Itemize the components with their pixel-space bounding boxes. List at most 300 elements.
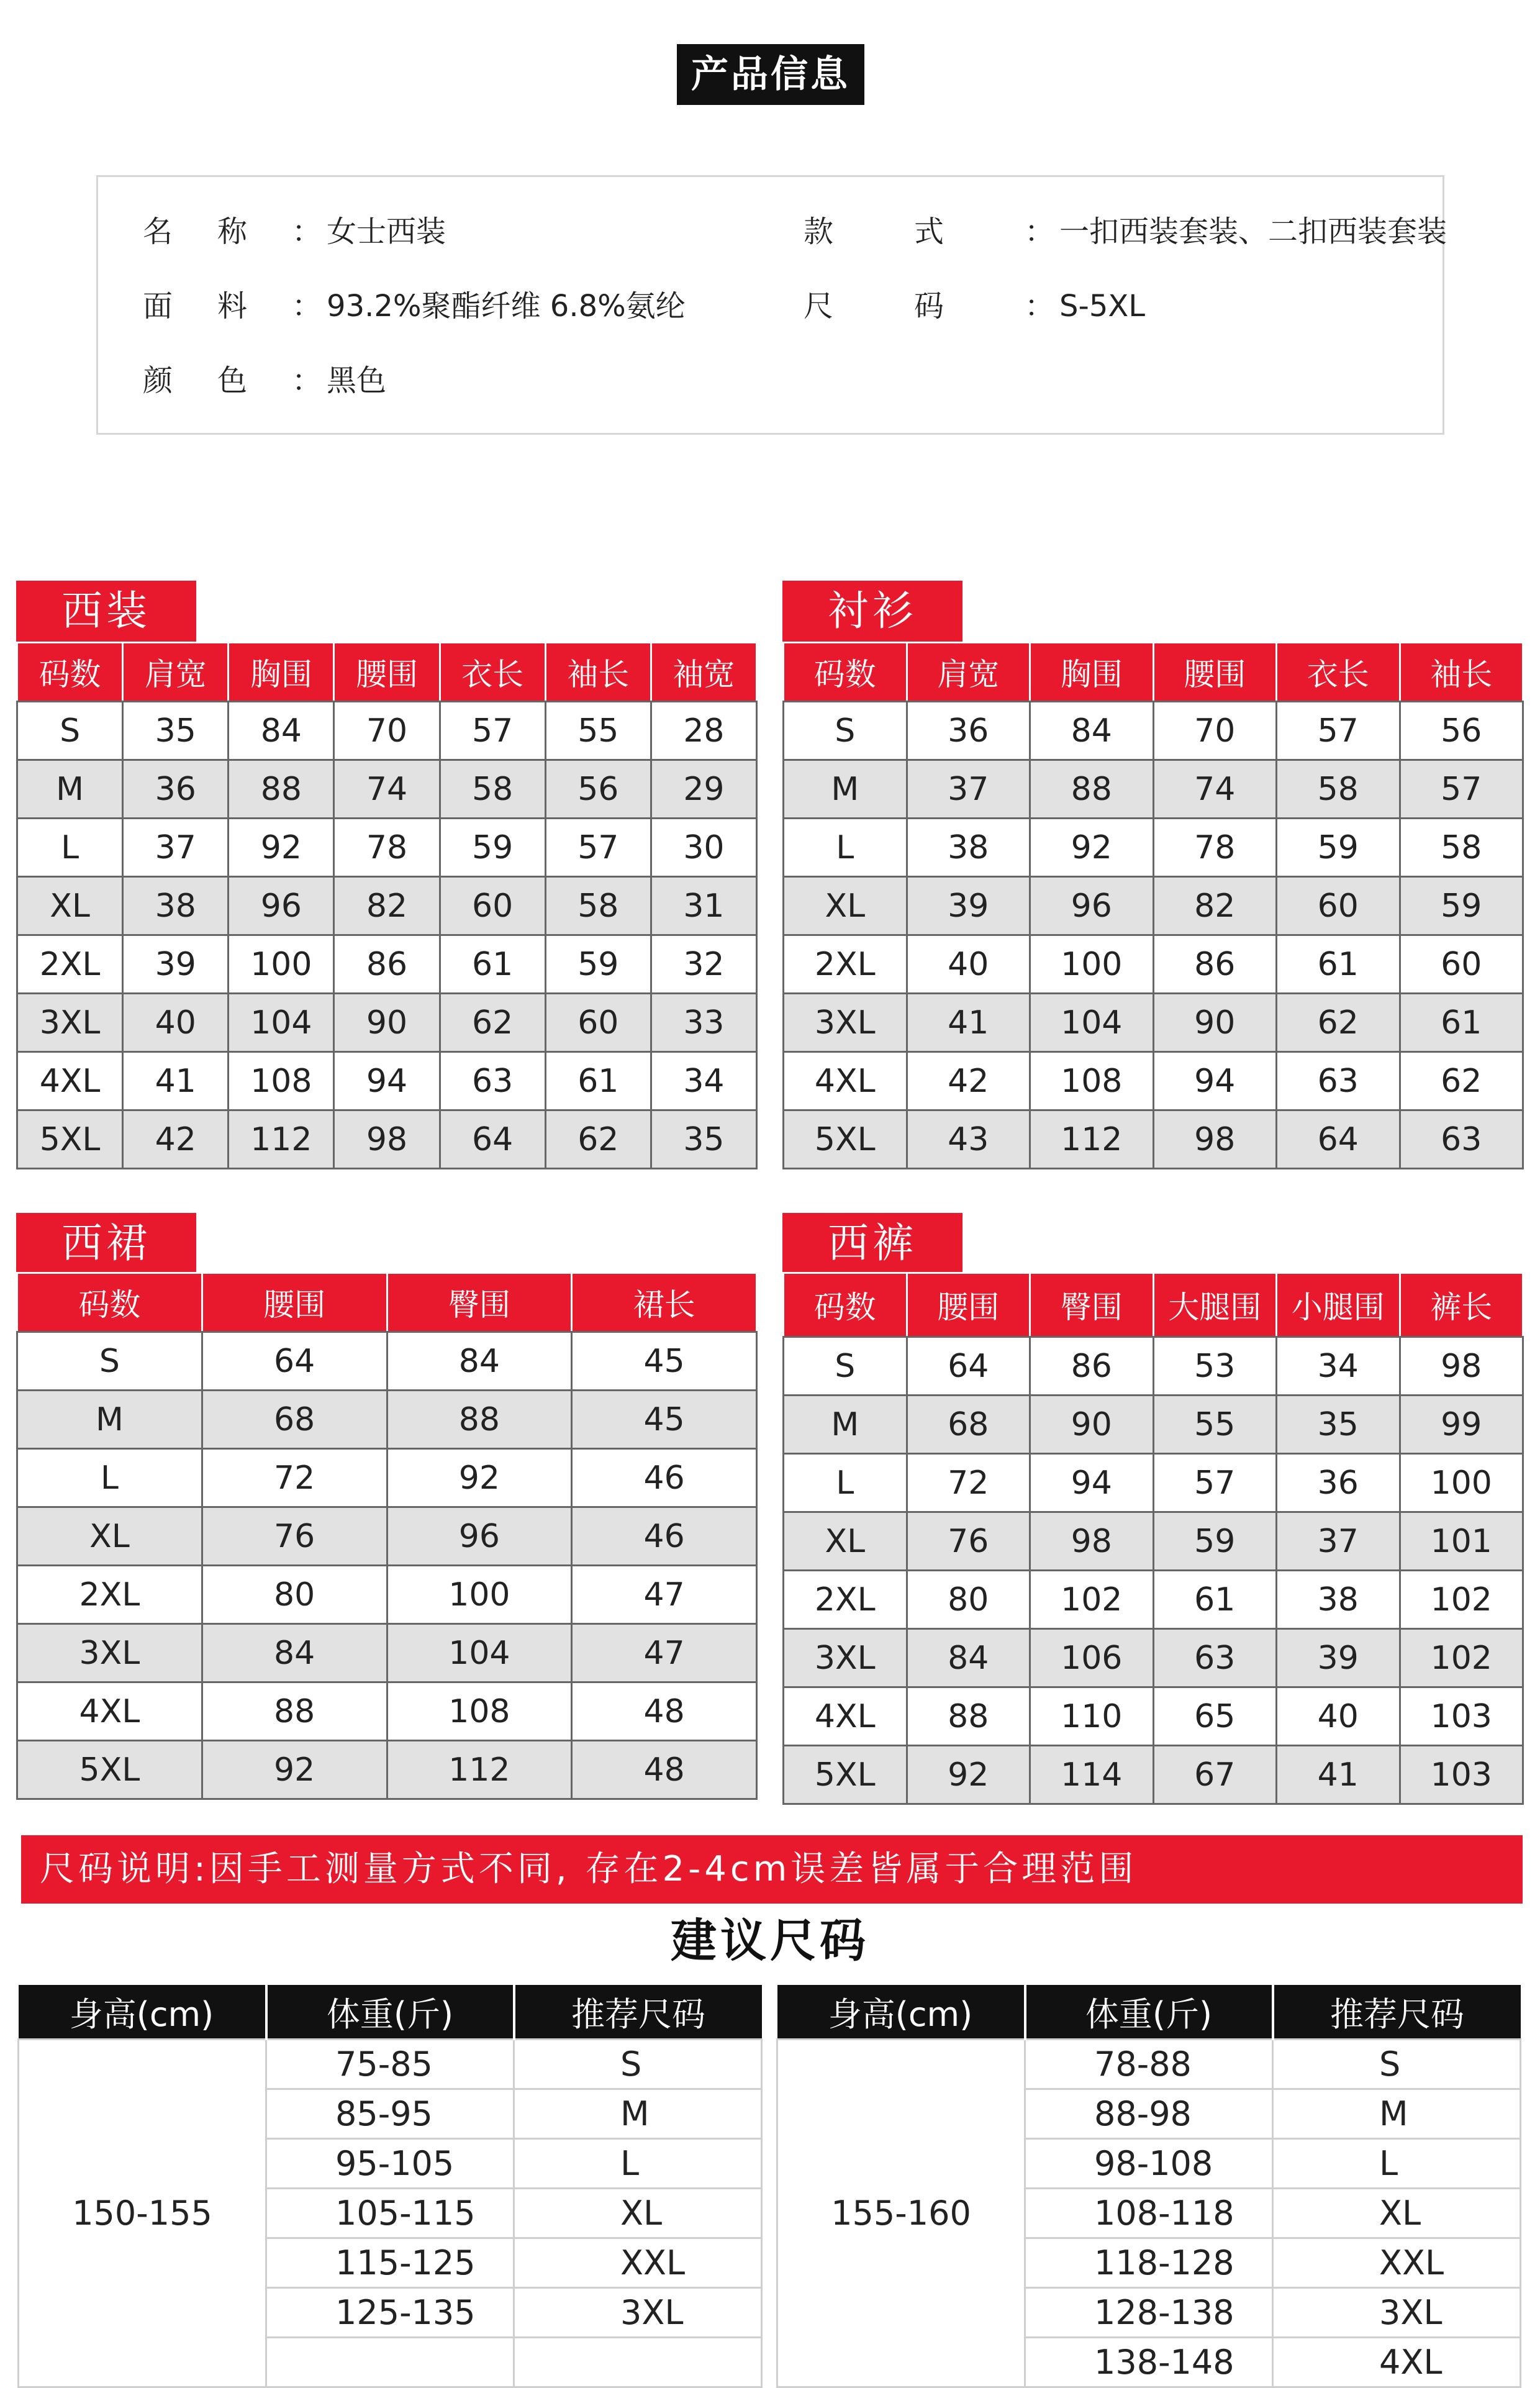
weight-range-cell [266,2338,514,2387]
table-cell: 102 [1400,1629,1523,1687]
table-cell: 36 [123,760,229,819]
table-cell: 46 [572,1449,757,1507]
table-cell: L [784,819,907,877]
info-style-label: 款式 [804,214,1025,249]
table-cell: 3XL [784,1629,907,1687]
table-cell: 35 [651,1110,756,1169]
table-cell: 41 [907,994,1030,1052]
table-cell: 101 [1400,1512,1523,1571]
page-title: 产品信息 [677,44,864,105]
table-cell: 57 [1153,1454,1277,1512]
table-cell: 57 [1400,760,1523,819]
suit-column-header: 码数 [17,643,123,702]
table-cell: 58 [1400,819,1523,877]
table-cell: 72 [202,1449,387,1507]
weight-range-cell: 115-125 [266,2238,514,2288]
table-cell: 92 [202,1741,387,1799]
pants-size-table [782,1272,1524,1805]
table-cell: 63 [1277,1052,1400,1110]
table-cell: 62 [545,1110,651,1169]
recommend-column-header: 身高(cm) [19,1985,266,2040]
table-cell: 108 [229,1052,334,1110]
recommended-size-cell: L [514,2139,762,2189]
table-cell: 59 [1153,1512,1277,1571]
table-cell: 86 [1030,1337,1154,1396]
table-cell: 78 [1153,819,1277,877]
table-cell: 37 [123,819,229,877]
shirt-column-header: 肩宽 [907,643,1030,702]
info-style-row [804,213,1447,250]
table-cell: 5XL [784,1110,907,1169]
table-cell: 100 [229,935,334,994]
table-cell: S [784,1337,907,1396]
table-row [17,935,757,994]
table-cell: 94 [1030,1454,1154,1512]
table-cell: 98 [1030,1512,1154,1571]
weight-range-cell: 98-108 [1025,2139,1273,2189]
recommend-table-left [17,1985,763,2388]
table-cell: 61 [1400,994,1523,1052]
table-row [19,2040,762,2089]
table-cell: 33 [651,994,756,1052]
shirt-column-header: 袖长 [1400,643,1523,702]
colon: ： [292,289,322,324]
table-cell: XL [17,1507,202,1566]
table-row [17,760,757,819]
table-cell: 94 [1153,1052,1277,1110]
recommended-size-cell: S [514,2040,762,2089]
suit-column-header: 衣长 [440,643,545,702]
info-name-label: 名称 [143,214,292,249]
table-cell: 61 [545,1052,651,1110]
table-cell: 59 [1277,819,1400,877]
table-cell: 59 [440,819,545,877]
table-cell: 48 [572,1682,757,1741]
product-info-panel [96,175,1447,435]
table-row [784,1396,1523,1454]
table-cell: 64 [1277,1110,1400,1169]
table-cell: 82 [1153,877,1277,935]
suit-section-tab: 西装 [16,581,196,642]
table-cell: 38 [123,877,229,935]
recommended-size-cell: M [514,2089,762,2139]
table-row [17,1624,757,1682]
skirt-column-header: 码数 [17,1273,202,1332]
table-cell: 60 [545,994,651,1052]
table-cell: 84 [387,1332,572,1391]
table-cell: 90 [1030,1396,1154,1454]
recommend-table-right [776,1985,1521,2388]
table-cell: 92 [907,1746,1030,1804]
skirt-column-header: 裙长 [572,1273,757,1332]
recommend-header-row [777,1985,1521,2040]
table-cell: 76 [907,1512,1030,1571]
weight-range-cell: 88-98 [1025,2089,1273,2139]
shirt-column-header: 腰围 [1153,643,1277,702]
table-cell: 39 [1277,1629,1400,1687]
colon: ： [292,214,322,249]
table-row [784,702,1523,760]
table-cell: 102 [1030,1571,1154,1629]
table-cell: 112 [1030,1110,1154,1169]
table-cell: 100 [1400,1454,1523,1512]
table-cell: 96 [1030,877,1154,935]
table-cell: 45 [572,1332,757,1391]
table-cell: 42 [907,1052,1030,1110]
table-cell: XL [784,1512,907,1571]
weight-range-cell: 78-88 [1025,2040,1273,2089]
table-cell: L [17,819,123,877]
shirt-column-header: 衣长 [1277,643,1400,702]
table-cell: 35 [1277,1396,1400,1454]
table-cell: 74 [334,760,440,819]
table-cell: L [17,1449,202,1507]
table-cell: 86 [334,935,440,994]
table-row [784,1052,1523,1110]
table-cell: 78 [334,819,440,877]
table-cell: 60 [440,877,545,935]
pants-section-tab: 西裤 [782,1213,962,1274]
table-cell: 5XL [784,1746,907,1804]
table-cell: 3XL [17,994,123,1052]
colon: ： [292,363,322,398]
suit-column-header: 腰围 [334,643,440,702]
table-cell: 86 [1153,935,1277,994]
table-cell: 103 [1400,1687,1523,1746]
info-size-value: S-5XL [1059,289,1145,324]
table-cell: 60 [1277,877,1400,935]
table-cell: 61 [1153,1571,1277,1629]
table-cell: 29 [651,760,756,819]
table-cell: 80 [202,1566,387,1624]
colon: ： [1025,214,1055,249]
shirt-header-row [784,643,1523,702]
table-cell: 112 [229,1110,334,1169]
table-cell: XL [17,877,123,935]
table-cell: 47 [572,1624,757,1682]
table-cell: 90 [334,994,440,1052]
weight-range-cell: 118-128 [1025,2238,1273,2288]
recommend-column-header: 推荐尺码 [514,1985,762,2040]
info-fabric-value: 93.2%聚酯纤维 6.8%氨纶 [327,289,686,324]
info-size-row [804,288,1145,325]
table-cell: 72 [907,1454,1030,1512]
pants-header-row [784,1273,1523,1337]
suit-header-row [17,643,757,702]
table-cell: 88 [229,760,334,819]
table-cell: 96 [387,1507,572,1566]
table-cell: 104 [387,1624,572,1682]
table-cell: 96 [229,877,334,935]
info-fabric-row [143,288,686,325]
table-cell: 4XL [17,1682,202,1741]
table-cell: 2XL [784,935,907,994]
table-row [17,1391,757,1449]
table-cell: 68 [907,1396,1030,1454]
table-cell: 31 [651,877,756,935]
colon: ： [1025,289,1055,324]
pants-column-header: 码数 [784,1273,907,1337]
table-cell: 60 [1400,935,1523,994]
shirt-section-tab: 衬衫 [782,581,962,642]
table-cell: 45 [572,1391,757,1449]
table-cell: 108 [387,1682,572,1741]
info-size-label: 尺码 [804,289,1025,324]
table-cell: 65 [1153,1687,1277,1746]
table-cell: 41 [1277,1746,1400,1804]
table-cell: 61 [440,935,545,994]
table-cell: 32 [651,935,756,994]
table-cell: 5XL [17,1110,123,1169]
pants-column-header: 大腿围 [1153,1273,1277,1337]
suit-column-header: 肩宽 [123,643,229,702]
table-cell: M [784,760,907,819]
table-row [784,819,1523,877]
recommended-size-cell: XXL [514,2238,762,2288]
table-cell: 57 [440,702,545,760]
table-cell: 62 [440,994,545,1052]
table-cell: 55 [545,702,651,760]
table-cell: 35 [123,702,229,760]
table-cell: 56 [545,760,651,819]
height-range-cell: 155-160 [777,2040,1025,2387]
skirt-column-header: 腰围 [202,1273,387,1332]
info-color-row [143,362,386,399]
size-notice-banner: 尺码说明:因手工测量方式不同, 存在2-4cm误差皆属于合理范围 [21,1835,1523,1904]
table-cell: M [17,1391,202,1449]
table-cell: 98 [1153,1110,1277,1169]
table-cell: 92 [1030,819,1154,877]
weight-range-cell: 105-115 [266,2189,514,2238]
table-cell: 99 [1400,1396,1523,1454]
weight-range-cell: 125-135 [266,2288,514,2338]
table-cell: 64 [907,1337,1030,1396]
table-cell: 36 [1277,1454,1400,1512]
table-cell: 39 [123,935,229,994]
table-cell: 92 [229,819,334,877]
table-row [17,702,757,760]
table-cell: 41 [123,1052,229,1110]
table-cell: 68 [202,1391,387,1449]
recommended-size-cell: M [1273,2089,1521,2139]
table-cell: 58 [545,877,651,935]
table-cell: 37 [907,760,1030,819]
table-cell: 62 [1400,1052,1523,1110]
skirt-column-header: 臀围 [387,1273,572,1332]
table-cell: 59 [1400,877,1523,935]
table-cell: 42 [123,1110,229,1169]
skirt-size-table [16,1272,758,1800]
table-cell: 58 [440,760,545,819]
table-cell: 110 [1030,1687,1154,1746]
suit-column-header: 胸围 [229,643,334,702]
table-cell: 76 [202,1507,387,1566]
table-row [784,1629,1523,1687]
table-row [17,819,757,877]
table-row [784,877,1523,935]
table-cell: 48 [572,1741,757,1799]
height-range-cell: 150-155 [19,2040,266,2387]
table-row [784,760,1523,819]
table-cell: 4XL [17,1052,123,1110]
table-cell: S [784,702,907,760]
pants-column-header: 小腿围 [1277,1273,1400,1337]
table-cell: 4XL [784,1052,907,1110]
recommended-size-cell: 3XL [1273,2288,1521,2338]
table-cell: 2XL [784,1571,907,1629]
table-cell: 102 [1400,1571,1523,1629]
pants-column-header: 裤长 [1400,1273,1523,1337]
table-cell: 38 [907,819,1030,877]
table-cell: 59 [545,935,651,994]
table-cell: 74 [1153,760,1277,819]
table-cell: 5XL [17,1741,202,1799]
table-cell: 88 [1030,760,1154,819]
table-cell: 47 [572,1566,757,1624]
pants-column-header: 臀围 [1030,1273,1154,1337]
info-fabric-label: 面料 [143,289,292,324]
table-cell: 112 [387,1741,572,1799]
info-style-value: 一扣西装套装、二扣西装套装 [1059,214,1447,249]
table-cell: 106 [1030,1629,1154,1687]
table-cell: 88 [202,1682,387,1741]
info-color-value: 黑色 [327,363,387,398]
table-row [17,1110,757,1169]
table-cell: XL [784,877,907,935]
weight-range-cell: 108-118 [1025,2189,1273,2238]
table-cell: 82 [334,877,440,935]
table-row [17,1741,757,1799]
recommended-size-cell: 3XL [514,2288,762,2338]
table-cell: 104 [229,994,334,1052]
table-row [17,877,757,935]
recommended-size-cell [514,2338,762,2387]
skirt-section-tab: 西裙 [16,1213,196,1274]
table-cell: 4XL [784,1687,907,1746]
table-cell: 92 [387,1449,572,1507]
table-cell: 37 [1277,1512,1400,1571]
table-cell: 100 [1030,935,1154,994]
table-row [17,1566,757,1624]
pants-column-header: 腰围 [907,1273,1030,1337]
table-cell: 56 [1400,702,1523,760]
table-cell: 64 [202,1332,387,1391]
table-cell: 88 [907,1687,1030,1746]
recommend-column-header: 推荐尺码 [1273,1985,1521,2040]
table-cell: M [784,1396,907,1454]
table-cell: 63 [440,1052,545,1110]
table-row [784,1512,1523,1571]
table-cell: 103 [1400,1746,1523,1804]
table-cell: 84 [229,702,334,760]
table-cell: 84 [1030,702,1154,760]
table-row [784,935,1523,994]
shirt-column-header: 胸围 [1030,643,1154,702]
table-cell: 43 [907,1110,1030,1169]
weight-range-cell: 138-148 [1025,2338,1273,2387]
table-cell: 63 [1400,1110,1523,1169]
recommended-size-cell: XL [1273,2189,1521,2238]
table-cell: 67 [1153,1746,1277,1804]
table-cell: 62 [1277,994,1400,1052]
recommended-size-cell: XXL [1273,2238,1521,2288]
table-row [784,994,1523,1052]
table-cell: 70 [334,702,440,760]
table-cell: 34 [1277,1337,1400,1396]
table-cell: 88 [387,1391,572,1449]
table-cell: 70 [1153,702,1277,760]
table-row [17,994,757,1052]
table-cell: M [17,760,123,819]
info-color-label: 颜色 [143,363,292,398]
recommended-size-cell: L [1273,2139,1521,2189]
table-cell: S [17,1332,202,1391]
weight-range-cell: 85-95 [266,2089,514,2139]
table-row [784,1746,1523,1804]
table-cell: 28 [651,702,756,760]
recommended-size-cell: 4XL [1273,2338,1521,2387]
suit-column-header: 袖宽 [651,643,756,702]
recommend-header-row [19,1985,762,2040]
table-cell: L [784,1454,907,1512]
table-cell: 98 [1400,1337,1523,1396]
skirt-header-row [17,1273,757,1332]
table-cell: 34 [651,1052,756,1110]
table-cell: 36 [907,702,1030,760]
weight-range-cell: 128-138 [1025,2288,1273,2338]
table-cell: 84 [907,1629,1030,1687]
table-cell: 90 [1153,994,1277,1052]
recommended-size-cell: S [1273,2040,1521,2089]
table-row [784,1110,1523,1169]
table-row [17,1052,757,1110]
table-cell: 53 [1153,1337,1277,1396]
table-cell: 38 [1277,1571,1400,1629]
table-cell: 2XL [17,935,123,994]
table-cell: 61 [1277,935,1400,994]
shirt-size-table [782,642,1524,1169]
table-cell: 80 [907,1571,1030,1629]
table-cell: 3XL [17,1624,202,1682]
table-cell: 64 [440,1110,545,1169]
table-cell: 40 [123,994,229,1052]
weight-range-cell: 75-85 [266,2040,514,2089]
table-cell: 100 [387,1566,572,1624]
info-name-value: 女士西装 [327,214,446,249]
table-cell: 40 [1277,1687,1400,1746]
recommend-column-header: 身高(cm) [777,1985,1025,2040]
weight-range-cell: 95-105 [266,2139,514,2189]
table-cell: 2XL [17,1566,202,1624]
recommend-column-header: 体重(斤) [1025,1985,1273,2040]
table-row [17,1449,757,1507]
table-row [784,1571,1523,1629]
table-row [17,1332,757,1391]
table-cell: 84 [202,1624,387,1682]
table-cell: 63 [1153,1629,1277,1687]
table-row [17,1507,757,1566]
suit-column-header: 袖长 [545,643,651,702]
table-cell: 104 [1030,994,1154,1052]
table-cell: 39 [907,877,1030,935]
table-cell: 98 [334,1110,440,1169]
table-cell: 57 [545,819,651,877]
table-row [777,2040,1521,2089]
suit-size-table [16,642,758,1169]
table-row [17,1682,757,1741]
table-cell: 3XL [784,994,907,1052]
table-cell: 94 [334,1052,440,1110]
